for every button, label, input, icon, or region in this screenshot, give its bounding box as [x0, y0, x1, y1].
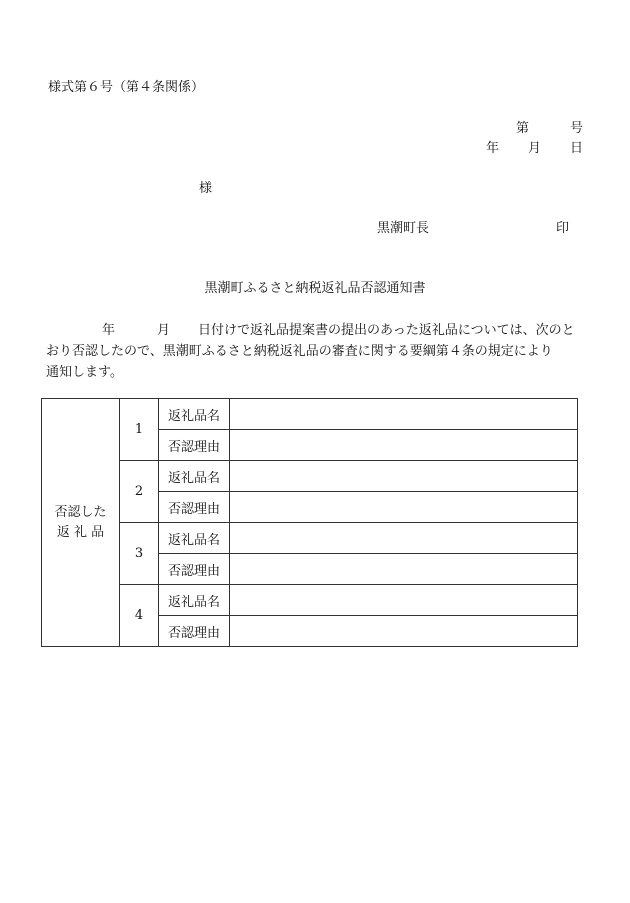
reference-go-label: 号	[570, 121, 584, 136]
item-number: 2	[120, 461, 159, 523]
label-reject-reason: 否認理由	[159, 430, 230, 461]
item-name-cell[interactable]	[230, 523, 578, 554]
document-title: 黒潮町ふるさと納税返礼品否認通知書	[204, 281, 426, 296]
body-line-2: おり否認したので、黒潮町ふるさと納税返礼品の審査に関する要綱第４条の規定により	[46, 344, 553, 359]
reject-reason-cell[interactable]	[230, 616, 578, 647]
table-row	[42, 523, 578, 554]
label-item-name: 返礼品名	[159, 399, 230, 430]
item-name-cell[interactable]	[230, 585, 578, 616]
item-name-cell[interactable]	[230, 461, 578, 492]
row-header-line-1: 否認した	[54, 504, 107, 520]
label-reject-reason: 否認理由	[159, 554, 230, 585]
label-item-name: 返礼品名	[159, 461, 230, 492]
body-year-label: 年	[102, 323, 116, 338]
body-line-3: 通知します。	[46, 365, 123, 380]
label-reject-reason: 否認理由	[159, 492, 230, 523]
date-day-label: 日	[570, 141, 584, 156]
body-month-label: 月	[157, 323, 171, 338]
date-year-label: 年	[486, 141, 500, 156]
row-header-rejected-items	[42, 399, 120, 647]
addressee-honorific: 様	[199, 181, 213, 196]
item-number: 3	[120, 523, 159, 585]
reject-reason-cell[interactable]	[230, 492, 578, 523]
item-number: 4	[120, 585, 159, 647]
reference-dai-label: 第	[516, 121, 530, 136]
date-month-label: 月	[528, 141, 542, 156]
body-line-1	[46, 320, 586, 341]
label-reject-reason: 否認理由	[159, 616, 230, 647]
body-paragraph	[46, 320, 586, 383]
table-row	[42, 399, 578, 430]
rejected-items-table	[41, 398, 578, 647]
row-header-line-2: 返 礼 品	[56, 524, 105, 540]
body-text-1: 日付けで返礼品提案書の提出のあった返礼品については、次のと	[198, 323, 575, 338]
reject-reason-cell[interactable]	[230, 430, 578, 461]
table-row	[42, 461, 578, 492]
label-item-name: 返礼品名	[159, 523, 230, 554]
item-name-cell[interactable]	[230, 399, 578, 430]
seal-mark: 印	[556, 221, 570, 236]
reject-reason-cell[interactable]	[230, 554, 578, 585]
issuer-name: 黒潮町長	[377, 221, 430, 236]
table-row	[42, 585, 578, 616]
label-item-name: 返礼品名	[159, 585, 230, 616]
form-number: 様式第６号（第４条関係）	[48, 80, 205, 95]
item-number: 1	[120, 399, 159, 461]
